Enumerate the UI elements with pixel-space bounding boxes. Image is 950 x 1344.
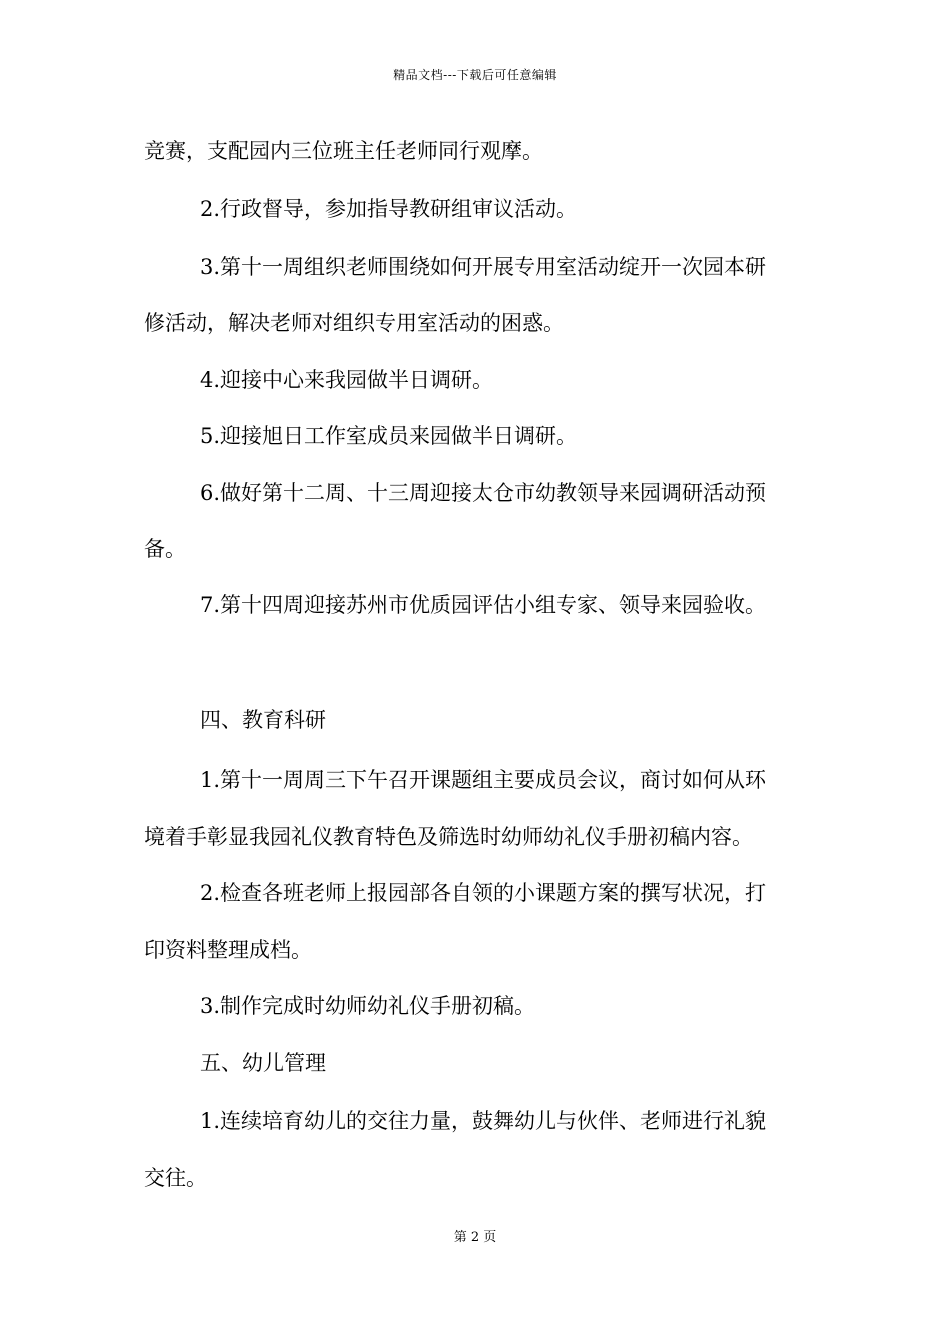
section-heading-research: 四、教育科研: [200, 708, 326, 732]
page-header: 精品文档---下载后可任意编辑: [393, 68, 557, 82]
body-line-15: 3.制作完成时幼师幼礼仪手册初稿。: [200, 994, 536, 1018]
body-line-11: 1.第十一周周三下午召开课题组主要成员会议，商讨如何从环: [200, 768, 767, 792]
page-footer: 第 2 页: [453, 1230, 497, 1245]
body-line-7: 6.做好第十二周、十三周迎接太仓市幼教领导来园调研活动预: [200, 481, 767, 505]
body-line-4: 修活动，解决老师对组织专用室活动的困惑。: [144, 311, 564, 335]
body-line-6: 5.迎接旭日工作室成员来园做半日调研。: [200, 424, 578, 448]
body-line-2: 2.行政督导，参加指导教研组审议活动。: [200, 197, 578, 221]
body-line-14: 印资料整理成档。: [144, 938, 312, 962]
body-line-1: 竞赛，支配园内三位班主任老师同行观摩。: [144, 139, 543, 163]
body-line-9: 7.第十四周迎接苏州市优质园评估小组专家、领导来园验收。: [200, 593, 767, 617]
body-line-3: 3.第十一周组织老师围绕如何开展专用室活动绽开一次园本研: [200, 255, 767, 279]
body-line-18: 交往。: [144, 1166, 207, 1190]
body-line-13: 2.检查各班老师上报园部各自领的小课题方案的撰写状况，打: [200, 881, 767, 905]
body-line-8: 备。: [144, 537, 186, 561]
body-line-5: 4.迎接中心来我园做半日调研。: [200, 368, 494, 392]
section-heading-child-management: 五、幼儿管理: [200, 1051, 326, 1075]
body-line-12: 境着手彰显我园礼仪教育特色及筛选时幼师幼礼仪手册初稿内容。: [144, 825, 753, 849]
body-line-17: 1.连续培育幼儿的交往力量，鼓舞幼儿与伙伴、老师进行礼貌: [200, 1109, 767, 1133]
